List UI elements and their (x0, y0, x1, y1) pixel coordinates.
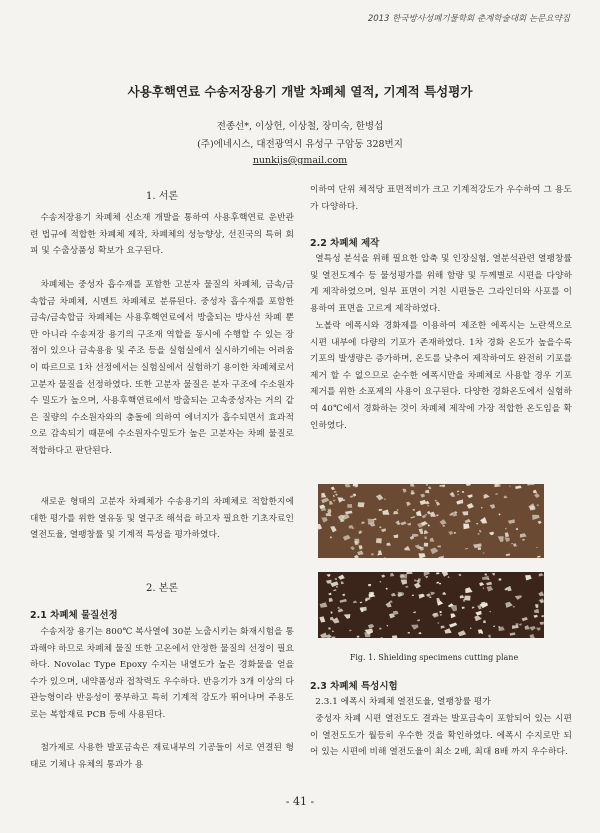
foam-metal-fleck (470, 628, 471, 629)
foam-metal-fleck (483, 620, 486, 623)
foam-metal-fleck (426, 484, 428, 486)
foam-metal-fleck (358, 502, 365, 507)
subsection-heading-2-1: 2.1 차폐체 물질선정 (30, 610, 118, 621)
foam-metal-fleck (364, 632, 370, 637)
section-2-3-1-title: 2.3.1 에폭시 차폐체 열전도율, 열팽창률 평가 (315, 697, 491, 707)
foam-metal-fleck (438, 546, 441, 548)
section-2-2-paragraph-1: 열특성 분석을 위해 필요한 압축 및 인장실험, 열분석관련 열팽창률 및 열전도계수 등 물성평가를 위해 함량 및 두께별로 시편을 다양하게 제작하였으며, 일부 표면이 거친 시편들은 그라인더와 사포를 이용하여 표면을 고르게 제작하였다. (310, 254, 572, 314)
foam-metal-fleck (328, 509, 331, 512)
section-2-3-paragraph: 중성자 차폐 시편 열전도도 결과는 발포금속이 포함되어 있는 시편이 열전도도가 월등히 우수한 것을 확인하였다. 에폭시 수지로만 되어 있는 시편에 비해 열전도율이 최소 2배, 최대 8배 까지 우수하다. (310, 714, 572, 758)
figure-caption: Fig. 1. Shielding specimens cutting plane (349, 653, 519, 662)
specimen-photo-bottom (318, 572, 544, 638)
subsection-heading-2-3: 2.3 차폐체 특성시험 (310, 681, 398, 692)
foam-metal-fleck (436, 515, 438, 517)
foam-metal-fleck (440, 614, 442, 616)
foam-metal-fleck (478, 547, 481, 550)
specimen-photo-top-graphic (318, 484, 544, 558)
author-list: 전종선*, 이상헌, 이상철, 장미숙, 한병섭 (216, 121, 384, 132)
foam-metal-fleck (478, 533, 480, 534)
specimen-photo-bottom-graphic (318, 572, 544, 638)
intro-paragraph-3: 새로운 형태의 고분자 차폐체가 수송용기의 차폐체로 적합한지에 대한 평가를 위한 열유동 및 열구조 해석을 하고자 필요한 기초자료인 열전도율, 열팽창률 및 기계적 특성을 평가하였다. (30, 497, 294, 541)
paper-title: 사용후핵연료 수송저장용기 개발 차폐체 열적, 기계적 특성평가 (127, 84, 473, 99)
proceedings-header: 2013 한국방사성폐기물학회 춘계학술대회 논문요약집 (367, 14, 570, 24)
intro-paragraph-2: 차폐체는 중성자 흡수재를 포함한 고분자 물질의 차폐체, 금속/금속합금 차폐체, 시멘트 차폐체로 분류된다. 중성자 흡수재를 포함한 금속/금속합금 차폐체는 사용후핵연료에서 방출되는 방사선 차폐 뿐만 아니라 수송저장 용기의 구조재 역할을 동시에 수행할 수 있는 장점이 있으나 금속용융 및 주조 등을 실험실에서 실시하기에는 어려움이 따르므로 1차 선정에서는 실험실에서 실험하기 용이한 차폐체로서 고분자 물질을 선정하였다. 또한 고분자 물질은 분자 구조에 수소원자 수 밀도가 높으며, 사용후핵연료에서 방출되는 고속중성자는 거의 같은 질량의 수소원자와의 충돌에 의하여 에너지가 흡수되면서 효과적으로 감속되기 때문에 수소원자수밀도가 높은 고분자는 차폐 물질로 적합하다고 판단된다. (30, 280, 294, 456)
foam-metal-fleck (424, 543, 429, 547)
specimen-photo-top (318, 484, 544, 558)
foam-metal-fleck (347, 504, 352, 508)
foam-metal-fleck (464, 596, 470, 601)
intro-paragraph-1: 수송저장용기 차폐체 신소재 개발을 통하여 사용후핵연료 운반관련 법규에 적합한 차폐체 제작, 차폐체의 성능향상, 선진국의 특허 회피 및 수출상품성 확보가 요구된다. (30, 213, 294, 257)
section-heading-intro: 1. 서론 (145, 191, 179, 202)
section-heading-body: 2. 본론 (145, 583, 179, 594)
section-2-2-paragraph-2: 노볼락 에폭시와 경화제를 이용하여 제조한 에폭시는 노란색으로 시편 내부에 다량의 기포가 존재하였다. 1차 경화 온도가 높을수록 기포의 발생량은 증가하며, 온도를 낮추어 제작하여도 완전히 기포를 제거 할 수 없으므로 순수한 에폭시만을 차폐체로 사용할 경우 기포 제거를 위한 소포제의 사용이 요구된다. 다양한 경화온도에서 실험하여 40℃에서 경화하는 것이 차폐체 제작에 가장 적합한 온도임을 확인하였다. (310, 321, 572, 431)
foam-metal-fleck (392, 635, 398, 638)
foam-metal-fleck (376, 538, 382, 543)
affiliation: (주)에네시스, 대전광역시 유성구 구암동 328번지 (197, 139, 403, 150)
page-number: - 41 - (285, 795, 315, 808)
section-2-1-paragraph-2: 첨가제로 사용한 발포금속은 재료내부의 기공들이 서로 연결된 형태로 기체나 유체의 통과가 용 (30, 743, 294, 770)
foam-metal-fleck (418, 578, 421, 581)
section-2-1-paragraph-1: 수송저장 용기는 800℃ 복사열에 30분 노출시키는 화재시험을 통과해야 하므로 차폐체 물질 또한 고온에서 안정한 물질의 선정이 필요하다. Novolac Type Epoxy 수지는 내열도가 높은 경화물을 얻을 수가 있으며, 내약품성과 접착력도 우수하다. 반응기가 3개 이상의 다관능형이라 반응성이 풍부하고 특히 기계적 강도가 뛰어나며 주용도로는 복합재료 PCB 등에 사용된다. (30, 627, 294, 720)
continued-paragraph: 이하여 단위 체적당 표면적비가 크고 기계적강도가 우수하여 그 용도가 다양하다. (310, 185, 572, 212)
author-email-link[interactable]: nunkijs@gmail.com (252, 155, 348, 166)
subsection-heading-2-2: 2.2 차폐체 제작 (310, 238, 380, 249)
